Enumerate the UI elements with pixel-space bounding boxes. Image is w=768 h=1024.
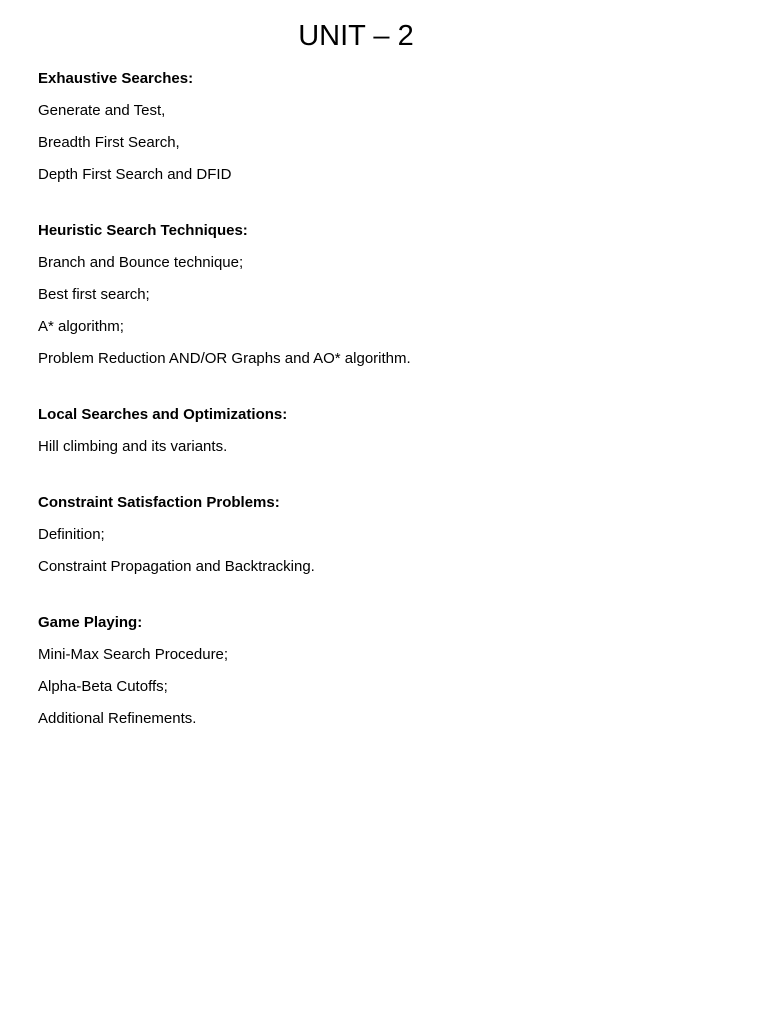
list-item: Hill climbing and its variants. [38,438,228,455]
syllabus-content [38,67,738,763]
section-constraint-satisfaction [38,491,738,579]
section-heading: Exhaustive Searches: [38,70,194,87]
list-item: Problem Reduction AND/OR Graphs and AO* algorithm. [38,350,411,367]
section-heuristic-search-techniques [38,219,738,371]
section-heading: Local Searches and Optimizations: [38,406,288,423]
list-item: Additional Refinements. [38,710,197,727]
list-item: Depth First Search and DFID [38,166,232,183]
list-item: A* algorithm; [38,318,124,335]
section-local-searches [38,403,738,459]
section-exhaustive-searches [38,67,738,187]
list-item: Definition; [38,526,105,543]
section-heading: Heuristic Search Techniques: [38,222,248,239]
list-item: Branch and Bounce technique; [38,254,244,271]
list-item: Alpha-Beta Cutoffs; [38,678,168,695]
list-item: Constraint Propagation and Backtracking. [38,558,315,575]
section-heading: Game Playing: [38,614,143,631]
list-item: Mini-Max Search Procedure; [38,646,229,663]
list-item: Generate and Test, [38,102,166,119]
section-game-playing [38,611,738,731]
list-item: Breadth First Search, [38,134,180,151]
page-title: UNIT – 2 [298,20,414,52]
list-item: Best first search; [38,286,150,303]
section-heading: Constraint Satisfaction Problems: [38,494,280,511]
